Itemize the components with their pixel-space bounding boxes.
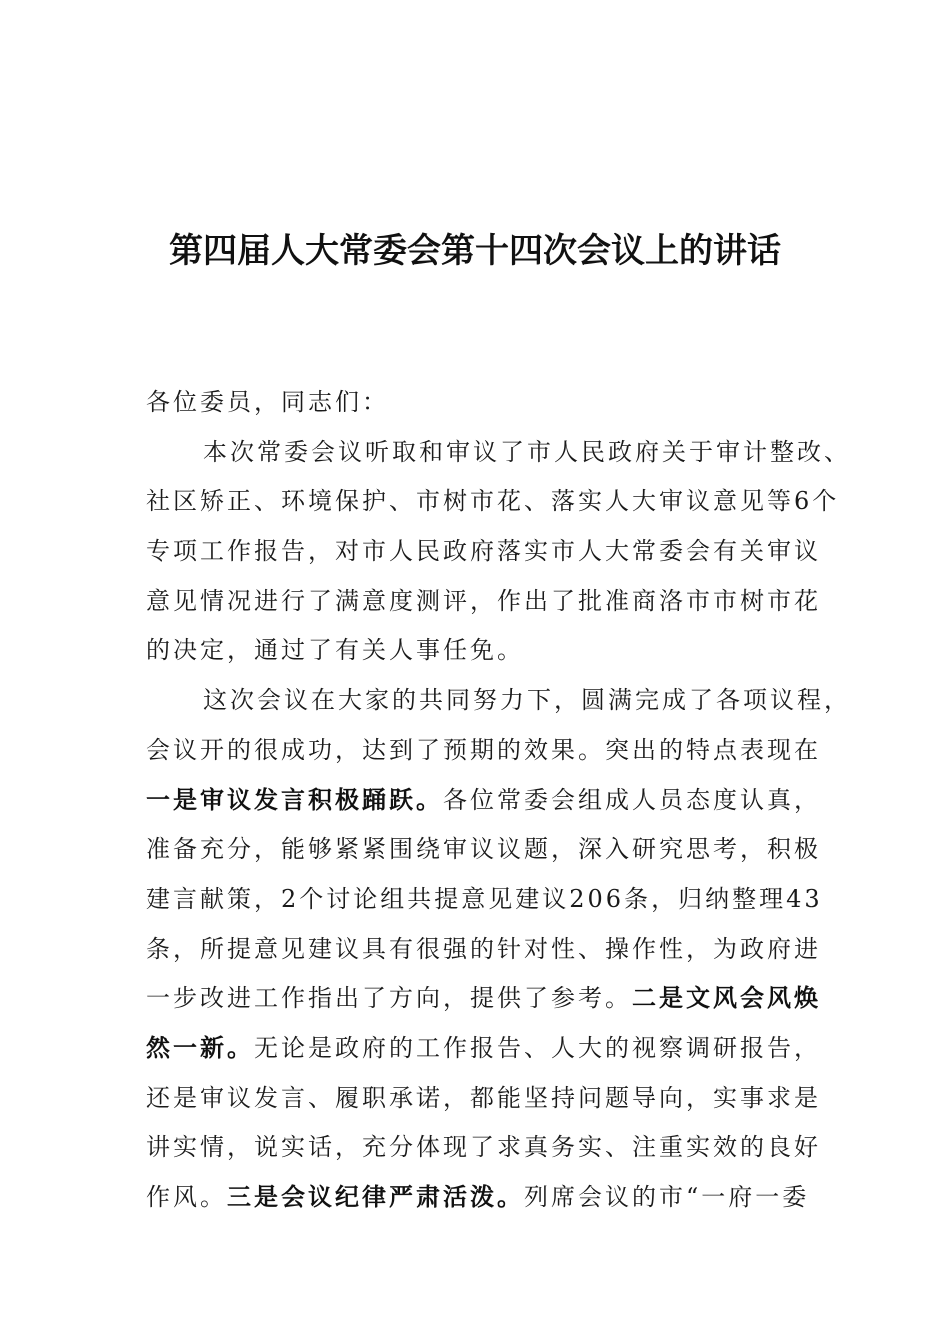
paragraph-2-line-9: 还是审议发言、履职承诺，都能坚持问题导向，实事求是 xyxy=(146,1083,821,1112)
point-three-heading: 三是会议纪律严肃活泼。 xyxy=(227,1183,524,1211)
point-two-text-end: 作风。 xyxy=(146,1183,227,1211)
paragraph-1-line-3: 专项工作报告，对市人民政府落实市人大常委会有关审议 xyxy=(146,537,821,566)
paragraph-1-line-5: 的决定，通过了有关人事任免。 xyxy=(146,636,524,665)
paragraph-2-line-11 xyxy=(146,1173,816,1223)
paragraph-2-line-6: 条，所提意见建议具有很强的针对性、操作性，为政府进 xyxy=(146,934,821,963)
paragraph-2-line-5: 建言献策，2个讨论组共提意见建议206条，归纳整理43 xyxy=(146,884,823,913)
point-one-text-end: 一步改进工作指出了方向，提供了参考。 xyxy=(146,984,632,1013)
paragraph-2-line-1: 这次会议在大家的共同努力下，圆满完成了各项议程， xyxy=(203,686,851,715)
salutation: 各位委员，同志们： xyxy=(146,388,389,416)
paragraph-2-line-8 xyxy=(146,1024,821,1074)
paragraph-2-line-3 xyxy=(146,776,821,826)
paragraph-2-line-10: 讲实情，说实话，充分体现了求真务实、注重实效的良好 xyxy=(146,1133,821,1162)
paragraph-1-line-2: 社区矫正、环境保护、市树市花、落实人大审议意见等6个 xyxy=(146,487,840,516)
paragraph-1-line-4: 意见情况进行了满意度测评，作出了批准商洛市市树市花 xyxy=(146,586,821,615)
paragraph-1-line-1: 本次常委会议听取和审议了市人民政府关于审计整改、 xyxy=(203,437,851,466)
paragraph-2-line-2: 会议开的很成功，达到了预期的效果。突出的特点表现在 xyxy=(146,735,821,764)
paragraph-2-line-4: 准备充分，能够紧紧围绕审议议题，深入研究思考，积极 xyxy=(146,835,821,864)
paragraph-2-line-7 xyxy=(146,974,821,1024)
document-title: 第四届人大常委会第十四次会议上的讲话 xyxy=(169,231,781,271)
point-two-text: 无论是政府的工作报告、人大的视察调研报告， xyxy=(254,1033,821,1062)
point-two-heading-end: 然一新。 xyxy=(146,1033,254,1062)
point-one-text: 各位常委会组成人员态度认真， xyxy=(443,785,821,814)
point-two-heading-start: 二是文风会风焕 xyxy=(632,984,821,1013)
point-one-heading: 一是审议发言积极踊跃。 xyxy=(146,785,443,814)
document-body xyxy=(146,378,851,1223)
point-three-text: 列席会议的市“一府一委 xyxy=(524,1183,810,1211)
